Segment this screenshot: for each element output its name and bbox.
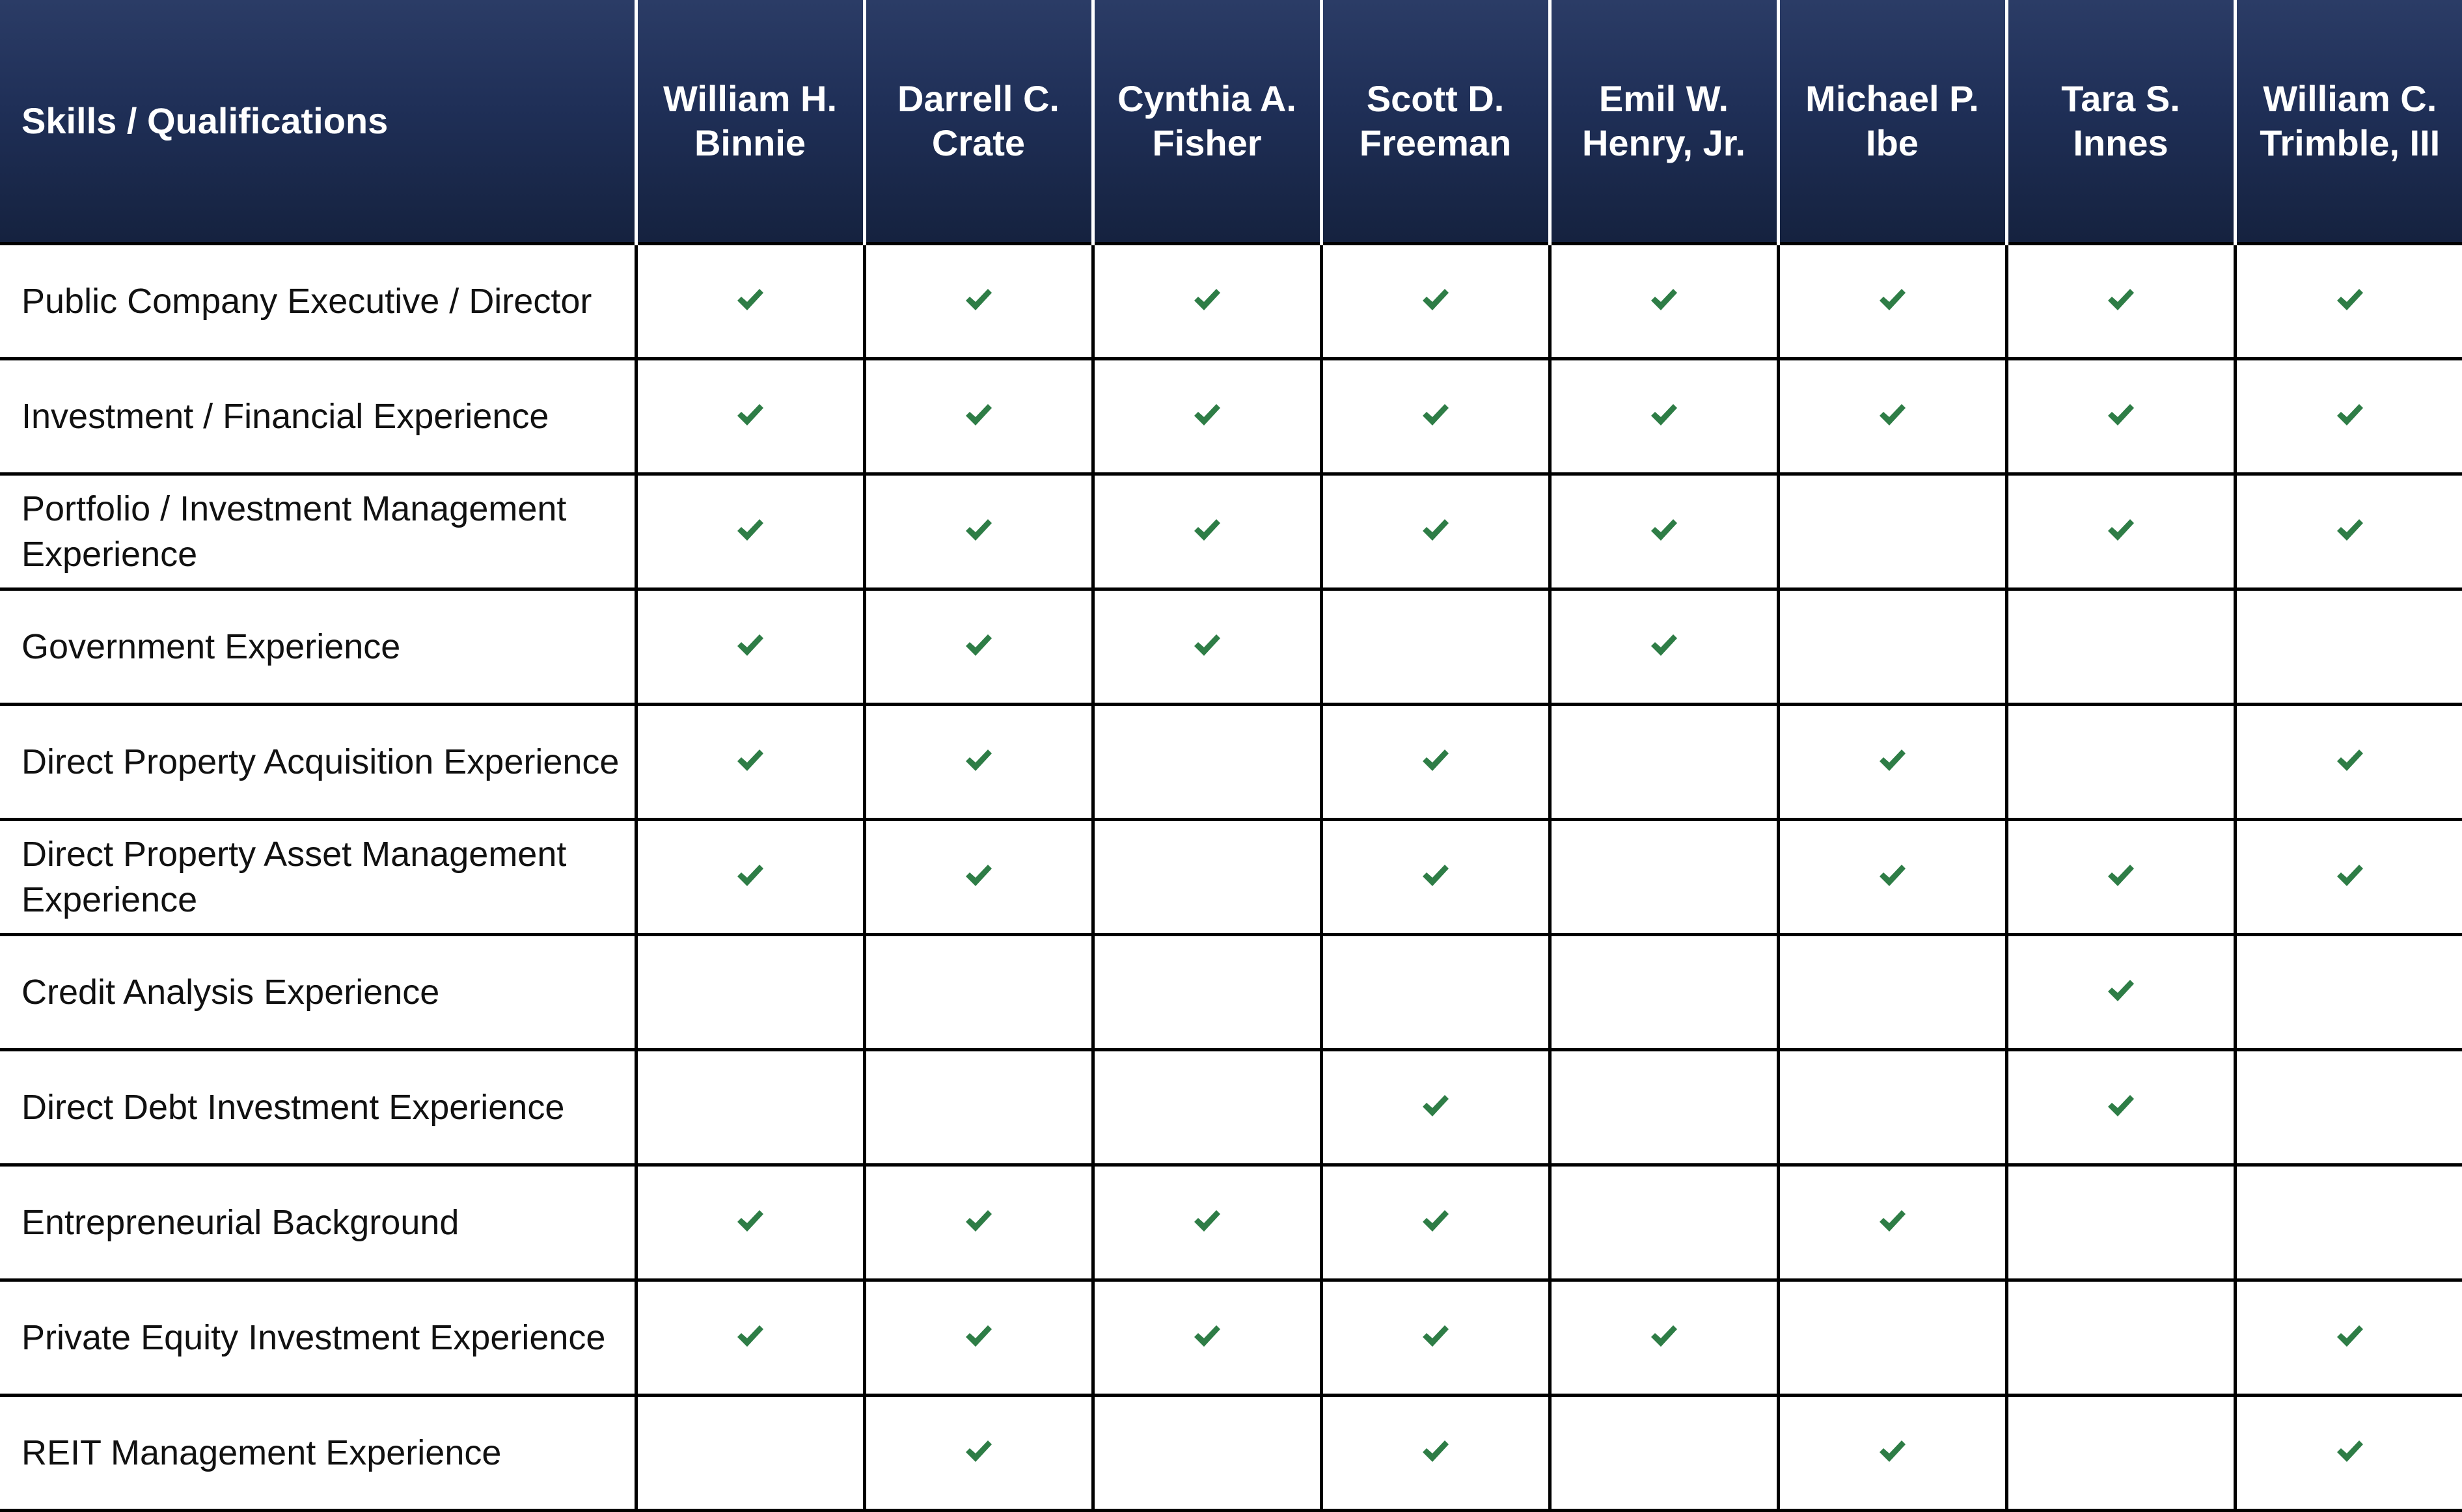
skill-label: Government Experience [0,589,636,705]
checkmark-icon [1192,517,1222,543]
check-cell [1778,1280,2006,1396]
check-cell [1778,589,2006,705]
check-cell [636,359,864,474]
checkmark-icon [1649,1323,1679,1349]
checkmark-icon [1421,748,1451,774]
checkmark-icon [2335,748,2365,774]
check-cell [1093,820,1321,935]
table-row [0,820,2462,935]
checkmark-icon [1421,1438,1451,1465]
check-cell [1550,1050,1778,1165]
checkmark-icon [2335,1438,2365,1465]
checkmark-icon [735,1208,765,1234]
director-header: Darrell C. Crate [864,0,1093,244]
check-cell [1550,1165,1778,1280]
check-cell [1321,820,1550,935]
checkmark-icon [1878,1438,1908,1465]
skills-matrix-body [0,244,2462,1511]
check-cell [1321,1396,1550,1511]
skill-label: Public Company Executive / Director [0,244,636,359]
director-header: Michael P. Ibe [1778,0,2006,244]
check-cell [1093,935,1321,1050]
checkmark-icon [1878,1208,1908,1234]
check-cell [1550,705,1778,820]
check-cell [2006,935,2235,1050]
check-cell [864,1280,1093,1396]
check-cell [864,1050,1093,1165]
checkmark-icon [2335,402,2365,428]
checkmark-icon [964,1208,994,1234]
checkmark-icon [1649,632,1679,658]
check-cell [2006,1050,2235,1165]
check-cell [1778,705,2006,820]
check-cell [2235,1280,2462,1396]
check-cell [1321,1165,1550,1280]
check-cell [1321,1280,1550,1396]
check-cell [2235,589,2462,705]
check-cell [1093,1050,1321,1165]
checkmark-icon [2106,863,2136,889]
check-cell [636,1396,864,1511]
director-header: Scott D. Freeman [1321,0,1550,244]
check-cell [636,1280,864,1396]
check-cell [1093,474,1321,589]
check-cell [1550,1280,1778,1396]
checkmark-icon [964,632,994,658]
check-cell [864,1396,1093,1511]
check-cell [1321,474,1550,589]
director-header: William C. Trimble, III [2235,0,2462,244]
director-header: Tara S. Innes [2006,0,2235,244]
table-row [0,474,2462,589]
check-cell [2006,1165,2235,1280]
check-cell [2235,474,2462,589]
checkmark-icon [2335,287,2365,313]
check-cell [636,244,864,359]
check-cell [1550,589,1778,705]
check-cell [2006,474,2235,589]
check-cell [2006,1280,2235,1396]
check-cell [1093,1165,1321,1280]
check-cell [864,705,1093,820]
checkmark-icon [2106,1093,2136,1119]
check-cell [1321,589,1550,705]
check-cell [2006,359,2235,474]
table-row [0,705,2462,820]
check-cell [1321,359,1550,474]
check-cell [1093,589,1321,705]
checkmark-icon [1649,517,1679,543]
checkmark-icon [964,1438,994,1465]
checkmark-icon [1649,287,1679,313]
check-cell [864,474,1093,589]
checkmark-icon [964,863,994,889]
skills-column-header: Skills / Qualifications [0,0,636,244]
check-cell [864,244,1093,359]
skill-label: Direct Property Asset Management Experience [0,820,636,935]
check-cell [2235,244,2462,359]
skill-label: Private Equity Investment Experience [0,1280,636,1396]
check-cell [1550,474,1778,589]
checkmark-icon [964,402,994,428]
check-cell [1778,820,2006,935]
skill-label: Direct Debt Investment Experience [0,1050,636,1165]
table-row [0,1050,2462,1165]
check-cell [1321,244,1550,359]
checkmark-icon [1421,517,1451,543]
check-cell [2006,705,2235,820]
checkmark-icon [1649,402,1679,428]
check-cell [864,359,1093,474]
check-cell [864,1165,1093,1280]
skill-label: Investment / Financial Experience [0,359,636,474]
check-cell [2006,244,2235,359]
checkmark-icon [1192,287,1222,313]
check-cell [2006,1396,2235,1511]
skill-label: Entrepreneurial Background [0,1165,636,1280]
check-cell [2235,705,2462,820]
check-cell [636,1050,864,1165]
check-cell [636,935,864,1050]
check-cell [636,589,864,705]
check-cell [636,705,864,820]
checkmark-icon [2106,978,2136,1004]
check-cell [636,474,864,589]
check-cell [1550,820,1778,935]
checkmark-icon [1421,287,1451,313]
check-cell [636,820,864,935]
director-header: Emil W. Henry, Jr. [1550,0,1778,244]
checkmark-icon [964,748,994,774]
check-cell [1550,1396,1778,1511]
check-cell [1778,935,2006,1050]
checkmark-icon [735,748,765,774]
check-cell [1093,1280,1321,1396]
checkmark-icon [2335,1323,2365,1349]
checkmark-icon [1878,863,1908,889]
check-cell [636,1165,864,1280]
skill-label: Direct Property Acquisition Experience [0,705,636,820]
checkmark-icon [735,402,765,428]
checkmark-icon [1421,1323,1451,1349]
checkmark-icon [1421,402,1451,428]
checkmark-icon [1878,287,1908,313]
check-cell [2235,1396,2462,1511]
check-cell [1093,244,1321,359]
checkmark-icon [1192,632,1222,658]
check-cell [864,935,1093,1050]
checkmark-icon [1192,1323,1222,1349]
checkmark-icon [735,287,765,313]
header-row [0,0,2462,244]
check-cell [1550,359,1778,474]
checkmark-icon [1421,863,1451,889]
check-cell [1778,1050,2006,1165]
check-cell [864,820,1093,935]
table-row [0,1165,2462,1280]
table-row [0,1280,2462,1396]
table-row [0,935,2462,1050]
checkmark-icon [735,517,765,543]
checkmark-icon [735,863,765,889]
check-cell [1093,1396,1321,1511]
check-cell [2235,935,2462,1050]
check-cell [1550,935,1778,1050]
checkmark-icon [1192,402,1222,428]
check-cell [1093,359,1321,474]
skill-label: Portfolio / Investment Management Experience [0,474,636,589]
checkmark-icon [1192,1208,1222,1234]
checkmark-icon [964,1323,994,1349]
check-cell [1778,474,2006,589]
checkmark-icon [735,1323,765,1349]
checkmark-icon [2335,517,2365,543]
check-cell [1321,1050,1550,1165]
check-cell [2006,589,2235,705]
check-cell [2235,1050,2462,1165]
checkmark-icon [1878,402,1908,428]
checkmark-icon [1421,1093,1451,1119]
checkmark-icon [2106,287,2136,313]
skill-label: Credit Analysis Experience [0,935,636,1050]
check-cell [2235,359,2462,474]
check-cell [1093,705,1321,820]
checkmark-icon [964,517,994,543]
table-row [0,1396,2462,1511]
check-cell [1778,359,2006,474]
table-row [0,589,2462,705]
checkmark-icon [964,287,994,313]
check-cell [864,589,1093,705]
table-row [0,244,2462,359]
check-cell [1778,1396,2006,1511]
checkmark-icon [1421,1208,1451,1234]
check-cell [2235,820,2462,935]
checkmark-icon [1878,748,1908,774]
skill-label: REIT Management Experience [0,1396,636,1511]
check-cell [2006,820,2235,935]
director-header: William H. Binnie [636,0,864,244]
checkmark-icon [735,632,765,658]
checkmark-icon [2335,863,2365,889]
check-cell [1321,935,1550,1050]
check-cell [1778,1165,2006,1280]
checkmark-icon [2106,402,2136,428]
table-row [0,359,2462,474]
check-cell [1550,244,1778,359]
check-cell [2235,1165,2462,1280]
director-header: Cynthia A. Fisher [1093,0,1321,244]
check-cell [1778,244,2006,359]
checkmark-icon [2106,517,2136,543]
check-cell [1321,705,1550,820]
